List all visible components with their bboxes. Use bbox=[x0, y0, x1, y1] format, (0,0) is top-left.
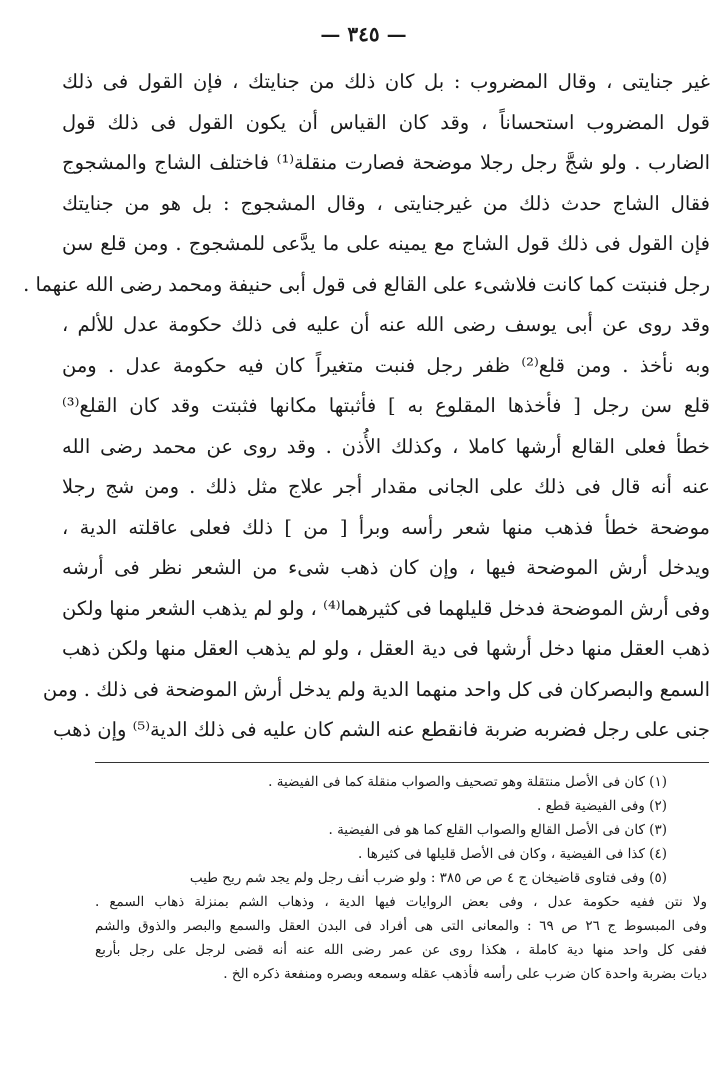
footnote-5-continued: وفى المبسوط ج ٢٦ ص ٦٩ : والمعانى التى هى أفراد فى البدن العقل والسمع والبصر والذوق والشم bbox=[95, 918, 708, 934]
footnote-5-continued: ولا نتن ففيه حكومة عدل ، وفى بعض الروايات فيها الدية ، وذهاب الشم بمنزلة ذهاب السمع . bbox=[95, 894, 707, 910]
footnote-divider bbox=[95, 762, 709, 763]
text-line: السمع والبصركان فى كل واحد منهما الدية ولم يدخل أرش الموضحة فى ذلك . ومن bbox=[42, 677, 710, 701]
text-line: غير جنايتى ، وقال المضروب : بل كان ذلك من جنايتك ، فإن القول فى ذلك bbox=[62, 70, 710, 93]
footnote-5-continued: ديات بضربة واحدة كان ضرب على رأسه فأذهب عقله وسمعه وبصره ومنفعة ذكره الخ . bbox=[223, 966, 707, 982]
text-line: قلع سن رجل [ فأخذها المقلوع به ] فأثبتها مكانها فثبتت وقد كان القلع⁽³⁾ bbox=[62, 394, 710, 417]
main-text bbox=[23, 62, 711, 751]
text-line: قول المضروب استحساناً ، وقد كان القياس أن يكون القول فى ذلك قول bbox=[62, 110, 710, 134]
page-number: — ٣٤٥ — bbox=[320, 22, 407, 46]
footnote-3: (٣) كان فى الأصل القالع والصواب القلع كما هو فى الفيضية . bbox=[328, 822, 667, 838]
text-line: جنى على رجل فضربه ضربة فانقطع عنه الشم كان عليه فى ذلك الدية⁽⁵⁾ وإن ذهب bbox=[52, 718, 710, 741]
text-line: وفى أرش الموضحة فدخل قليلهما فى كثيرهما⁽⁴⁾ ، ولو لم يذهب الشعر منها ولكن bbox=[62, 596, 711, 620]
text-line: ويدخل أرش الموضحة فيها ، وإن كان ذهب شىء من الشعر نظر فى أرشه bbox=[62, 556, 710, 579]
text-line: فإن القول فى ذلك قول الشاج مع يمينه على ما يدَّعى للمشجوج . ومن قلع سن bbox=[62, 232, 710, 255]
text-line: ذهب العقل منها دخل أرشها فى دية العقل ، ولو لم يذهب العقل منها ولكن ذهب bbox=[62, 637, 710, 660]
text-line: وبه نأخذ . ومن قلع⁽²⁾ ظفر رجل فنبت متغيراً كان فيه حكومة عدل . ومن bbox=[62, 353, 710, 377]
footnotes bbox=[95, 770, 707, 986]
footnote-2: (٢) وفى الفيضية قطع . bbox=[537, 798, 667, 814]
text-line: فقال الشاج حدث ذلك من غيرجنايتى ، وقال المشجوج : بل هو من جنايتك bbox=[62, 191, 710, 215]
text-line: رجل فنبتت كما كانت فلاشىء على القالع فى قول أبى حنيفة ومحمد رضى الله عنهما . bbox=[23, 272, 710, 296]
text-line: وقد روى عن أبى يوسف رضى الله عنه أن عليه فى ذلك حكومة عدل للألم ، bbox=[62, 313, 710, 336]
footnote-1: (١) كان فى الأصل منتقلة وهو تصحيف والصواب منقلة كما فى الفيضية . bbox=[268, 774, 667, 790]
text-line: موضحة خطأ فذهب منها شعر رأسه وبرأ [ من ] ذلك فعلى عاقلته الدية ، bbox=[62, 515, 710, 539]
footnote-5: (٥) وفى فتاوى قاضيخان ج ٤ ص ص ٣٨٥ : ولو ضرب أنف رجل ولم يجد شم ريح طيب bbox=[189, 870, 667, 886]
text-line: خطأ فعلى القالع أرشها كاملا ، وكذلك الأُذن . وقد روى عن محمد رضى الله bbox=[62, 434, 710, 458]
footnote-5-continued: ففى كل واحد منها دية كاملة ، هكذا روى عن عمر رضى الله عنه أنه قضى لرجل على رجل بأربع bbox=[95, 942, 707, 958]
text-line: الضارب . ولو شجَّ رجل رجلا موضحة فصارت منقلة⁽¹⁾ فاختلف الشاج والمشجوج bbox=[62, 151, 710, 174]
text-line: عنه أنه قال فى ذلك على الجانى مقدار أجر علاج مثل ذلك . ومن شج رجلا bbox=[62, 475, 710, 498]
footnote-4: (٤) كذا فى الفيضية ، وكان فى الأصل قليلها فى كثيرها . bbox=[358, 846, 667, 862]
